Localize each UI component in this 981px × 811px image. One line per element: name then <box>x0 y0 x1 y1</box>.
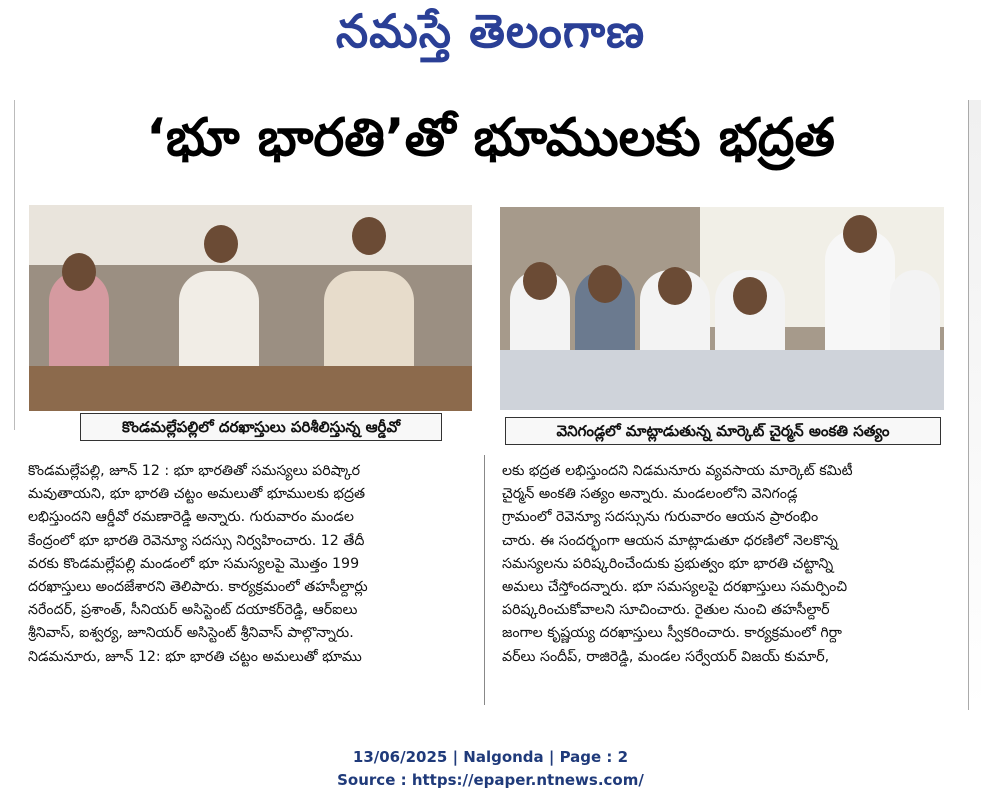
text-line: శ్రీనివాస్, ఐశ్వర్య, జూనియర్ అసిస్టెంట్ శ్రీనివాస్ పాల్గొన్నారు. <box>28 625 354 642</box>
masthead <box>0 0 981 80</box>
text-line: మవుతాయని, భూ భారతి చట్టం అమలుతో భూములకు భద్రత <box>28 486 366 503</box>
photo-table <box>500 350 944 410</box>
photo-head <box>523 262 557 300</box>
column-divider <box>484 455 485 705</box>
photo-market-chairman <box>500 207 944 410</box>
text-line: నిడమనూరు, జూన్ 12: భూ భారతి చట్టం అమలుతో భూము <box>28 648 362 665</box>
text-line: అమలు చేస్తోందన్నారు. భూ సమస్యలపై దరఖాస్తులు సమర్పించి <box>502 579 848 596</box>
photo-table <box>29 366 472 411</box>
text-line: లకు భద్రత లభిస్తుందని నిడమనూరు వ్యవసాయ మార్కెట్ కమిటీ <box>502 463 853 479</box>
text-line: కొండమల్లేపల్లి, జూన్ 12 : భూ భారతితో సమస్యలు పరిష్కార <box>28 463 361 479</box>
masthead-title: నమస్తే తెలంగాణ <box>335 4 646 58</box>
text-line: పరిష్కరించుకోవాలని సూచించారు. రైతుల నుంచి తహసీల్దార్ <box>502 602 830 619</box>
text-line: లభిస్తుందని ఆర్డీవో రమణారెడ్డి అన్నారు. గురువారం మండల <box>28 509 354 526</box>
photo-person <box>179 271 259 381</box>
text-line: వర్‌లు సందీప్, రాజిరెడ్డి, మండల సర్వేయర్ విజయ్ కుమార్, <box>502 648 830 665</box>
text-line: చారు. ఈ సందర్భంగా ఆయన మాట్లాడుతూ ధరణిలో నెలకొన్న <box>502 532 838 549</box>
photo1-caption: కొండమల్లేపల్లిలో దరఖాస్తులు పరిశీలిస్తున్న ఆర్డీవో <box>80 413 442 441</box>
photo-head <box>62 253 96 291</box>
photo-head <box>352 217 386 255</box>
text-line: కేంద్రంలో భూ భారతి రెవెన్యూ సదస్సు నిర్వహించారు. 12 తేదీ <box>28 532 365 549</box>
photo-banner <box>29 205 472 265</box>
text-line: గ్రామంలో రెవెన్యూ సదస్సును గురువారం ఆయన ప్రారంభిం <box>502 509 819 526</box>
text-line: దరఖాస్తులు అందజేశారని తెలిపారు. కార్యక్రమంలో తహసీల్దార్లు <box>28 579 368 596</box>
photo-rdo-inspecting <box>29 205 472 411</box>
footer <box>0 746 981 792</box>
photo-head <box>733 277 767 315</box>
adjacent-clipping-right <box>968 100 981 710</box>
photo-head <box>658 267 692 305</box>
photo-head <box>588 265 622 303</box>
footer-date-edition: 13/06/2025 | Nalgonda | Page : 2 <box>352 748 629 766</box>
text-line: వరకు కొండమల్లేపల్లి మండంలో భూ సమస్యలపై మొత్తం 199 <box>28 555 360 572</box>
text-line: నరేందర్, ప్రశాంత్, సీనియర్ అసిస్టెంట్ దయాకర్‌రెడ్డి, ఆర్ఐలు <box>28 602 358 619</box>
photo-head <box>204 225 238 263</box>
photo-person <box>324 271 414 381</box>
footer-source-link[interactable]: Source : https://epaper.ntnews.com/ <box>337 771 644 789</box>
text-line: సమస్యలను పరిష్కరించేందుకు ప్రభుత్వం భూ భారతి చట్టాన్ని <box>502 555 834 572</box>
photo2-caption: వెనిగండ్లలో మాట్లాడుతున్న మార్కెట్ చైర్మన్ అంకతి సత్యం <box>505 417 941 445</box>
headline: ‘భూ భారతి’తో భూములకు భద్రత <box>146 108 835 168</box>
text-line: చైర్మన్ అంకతి సత్యం అన్నారు. మండలంలోని వెనిగండ్ల <box>502 486 798 503</box>
article-column-2 <box>502 460 946 669</box>
article-column-1 <box>28 460 468 669</box>
photo-head <box>843 215 877 253</box>
text-line: జంగాల కృష్ణయ్య దరఖాస్తులు స్వీకరించారు. కార్యక్రమంలో గిర్దా <box>502 625 842 642</box>
